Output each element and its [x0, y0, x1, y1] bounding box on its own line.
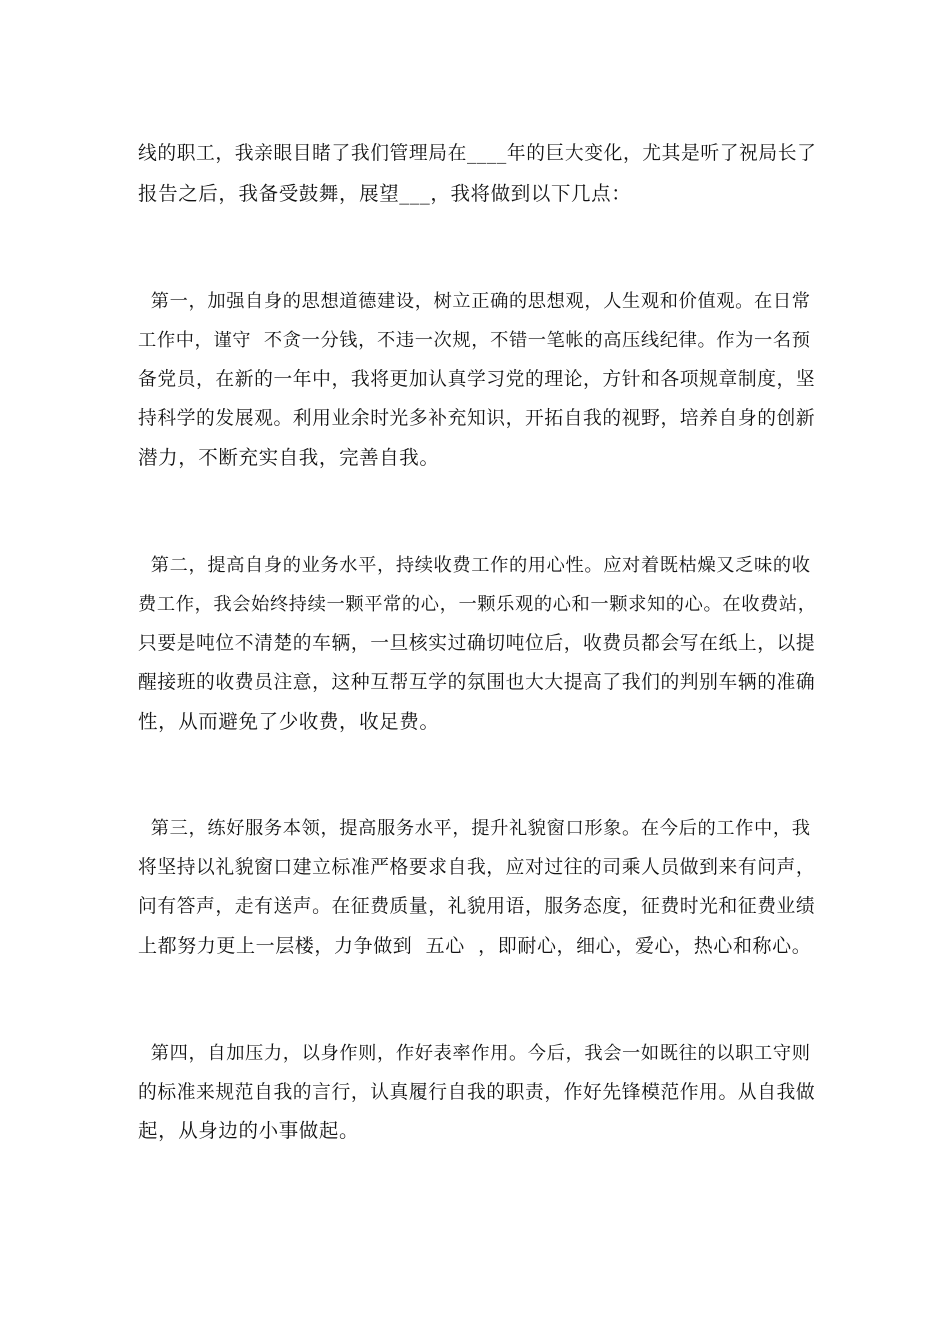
- text-line: 只要是吨位不清楚的车辆，一旦核实过确切吨位后，收费员都会写在纸上，以提: [138, 633, 816, 654]
- text-line: 第四，自加压力，以身作则，作好表率作用。今后，我会一如既往的以职工守则: [138, 1043, 811, 1064]
- text-line: 上都努力更上一层楼，力争做到 五心 ，即耐心，细心，爱心，热心和称心。: [138, 935, 812, 957]
- text-line: 潜力，不断充实自我，完善自我。: [138, 446, 440, 469]
- text-line: 起，从身边的小事做起。: [138, 1119, 360, 1142]
- text-line: 问有答声，走有送声。在征费质量，礼貌用语，服务态度，征费时光和征费业绩: [138, 896, 816, 917]
- text-line: 的标准来规范自我的言行，认真履行自我的职责，作好先锋模范作用。从自我做: [138, 1082, 816, 1103]
- text-line: 工作中，谨守 不贪一分钱，不违一次规，不错一笔帐的高压线纪律。作为一名预: [138, 330, 811, 351]
- text-line: 第三，练好服务本领，提高服务水平，提升礼貌窗口形象。在今后的工作中，我: [138, 818, 811, 839]
- text-line: 性，从而避免了少收费，收足费。: [138, 710, 440, 733]
- text-line: 第一，加强自身的思想道德建设，树立正确的思想观，人生观和价值观。在日常: [138, 291, 811, 312]
- text-line: 醒接班的收费员注意，这种互帮互学的氛围也大大提高了我们的判别车辆的准确: [138, 672, 816, 693]
- text-line: 报告之后，我备受鼓舞，展望___，我将做到以下几点：: [138, 182, 632, 205]
- text-line: 线的职工，我亲眼目睹了我们管理局在____年的巨大变化，尤其是听了祝局长了: [138, 143, 817, 164]
- text-line: 第二，提高自身的业务水平，持续收费工作的用心性。应对着既枯燥又乏味的收: [138, 555, 811, 576]
- text-line: 将坚持以礼貌窗口建立标准严格要求自我，应对过往的司乘人员做到来有问声，: [138, 857, 816, 878]
- text-line: 持科学的发展观。利用业余时光多补充知识，开拓自我的视野，培养自身的创新: [138, 408, 816, 429]
- text-line: 费工作，我会始终持续一颗平常的心，一颗乐观的心和一颗求知的心。在收费站，: [138, 594, 817, 615]
- text-line: 备党员，在新的一年中，我将更加认真学习党的理论，方针和各项规章制度，坚: [138, 369, 816, 390]
